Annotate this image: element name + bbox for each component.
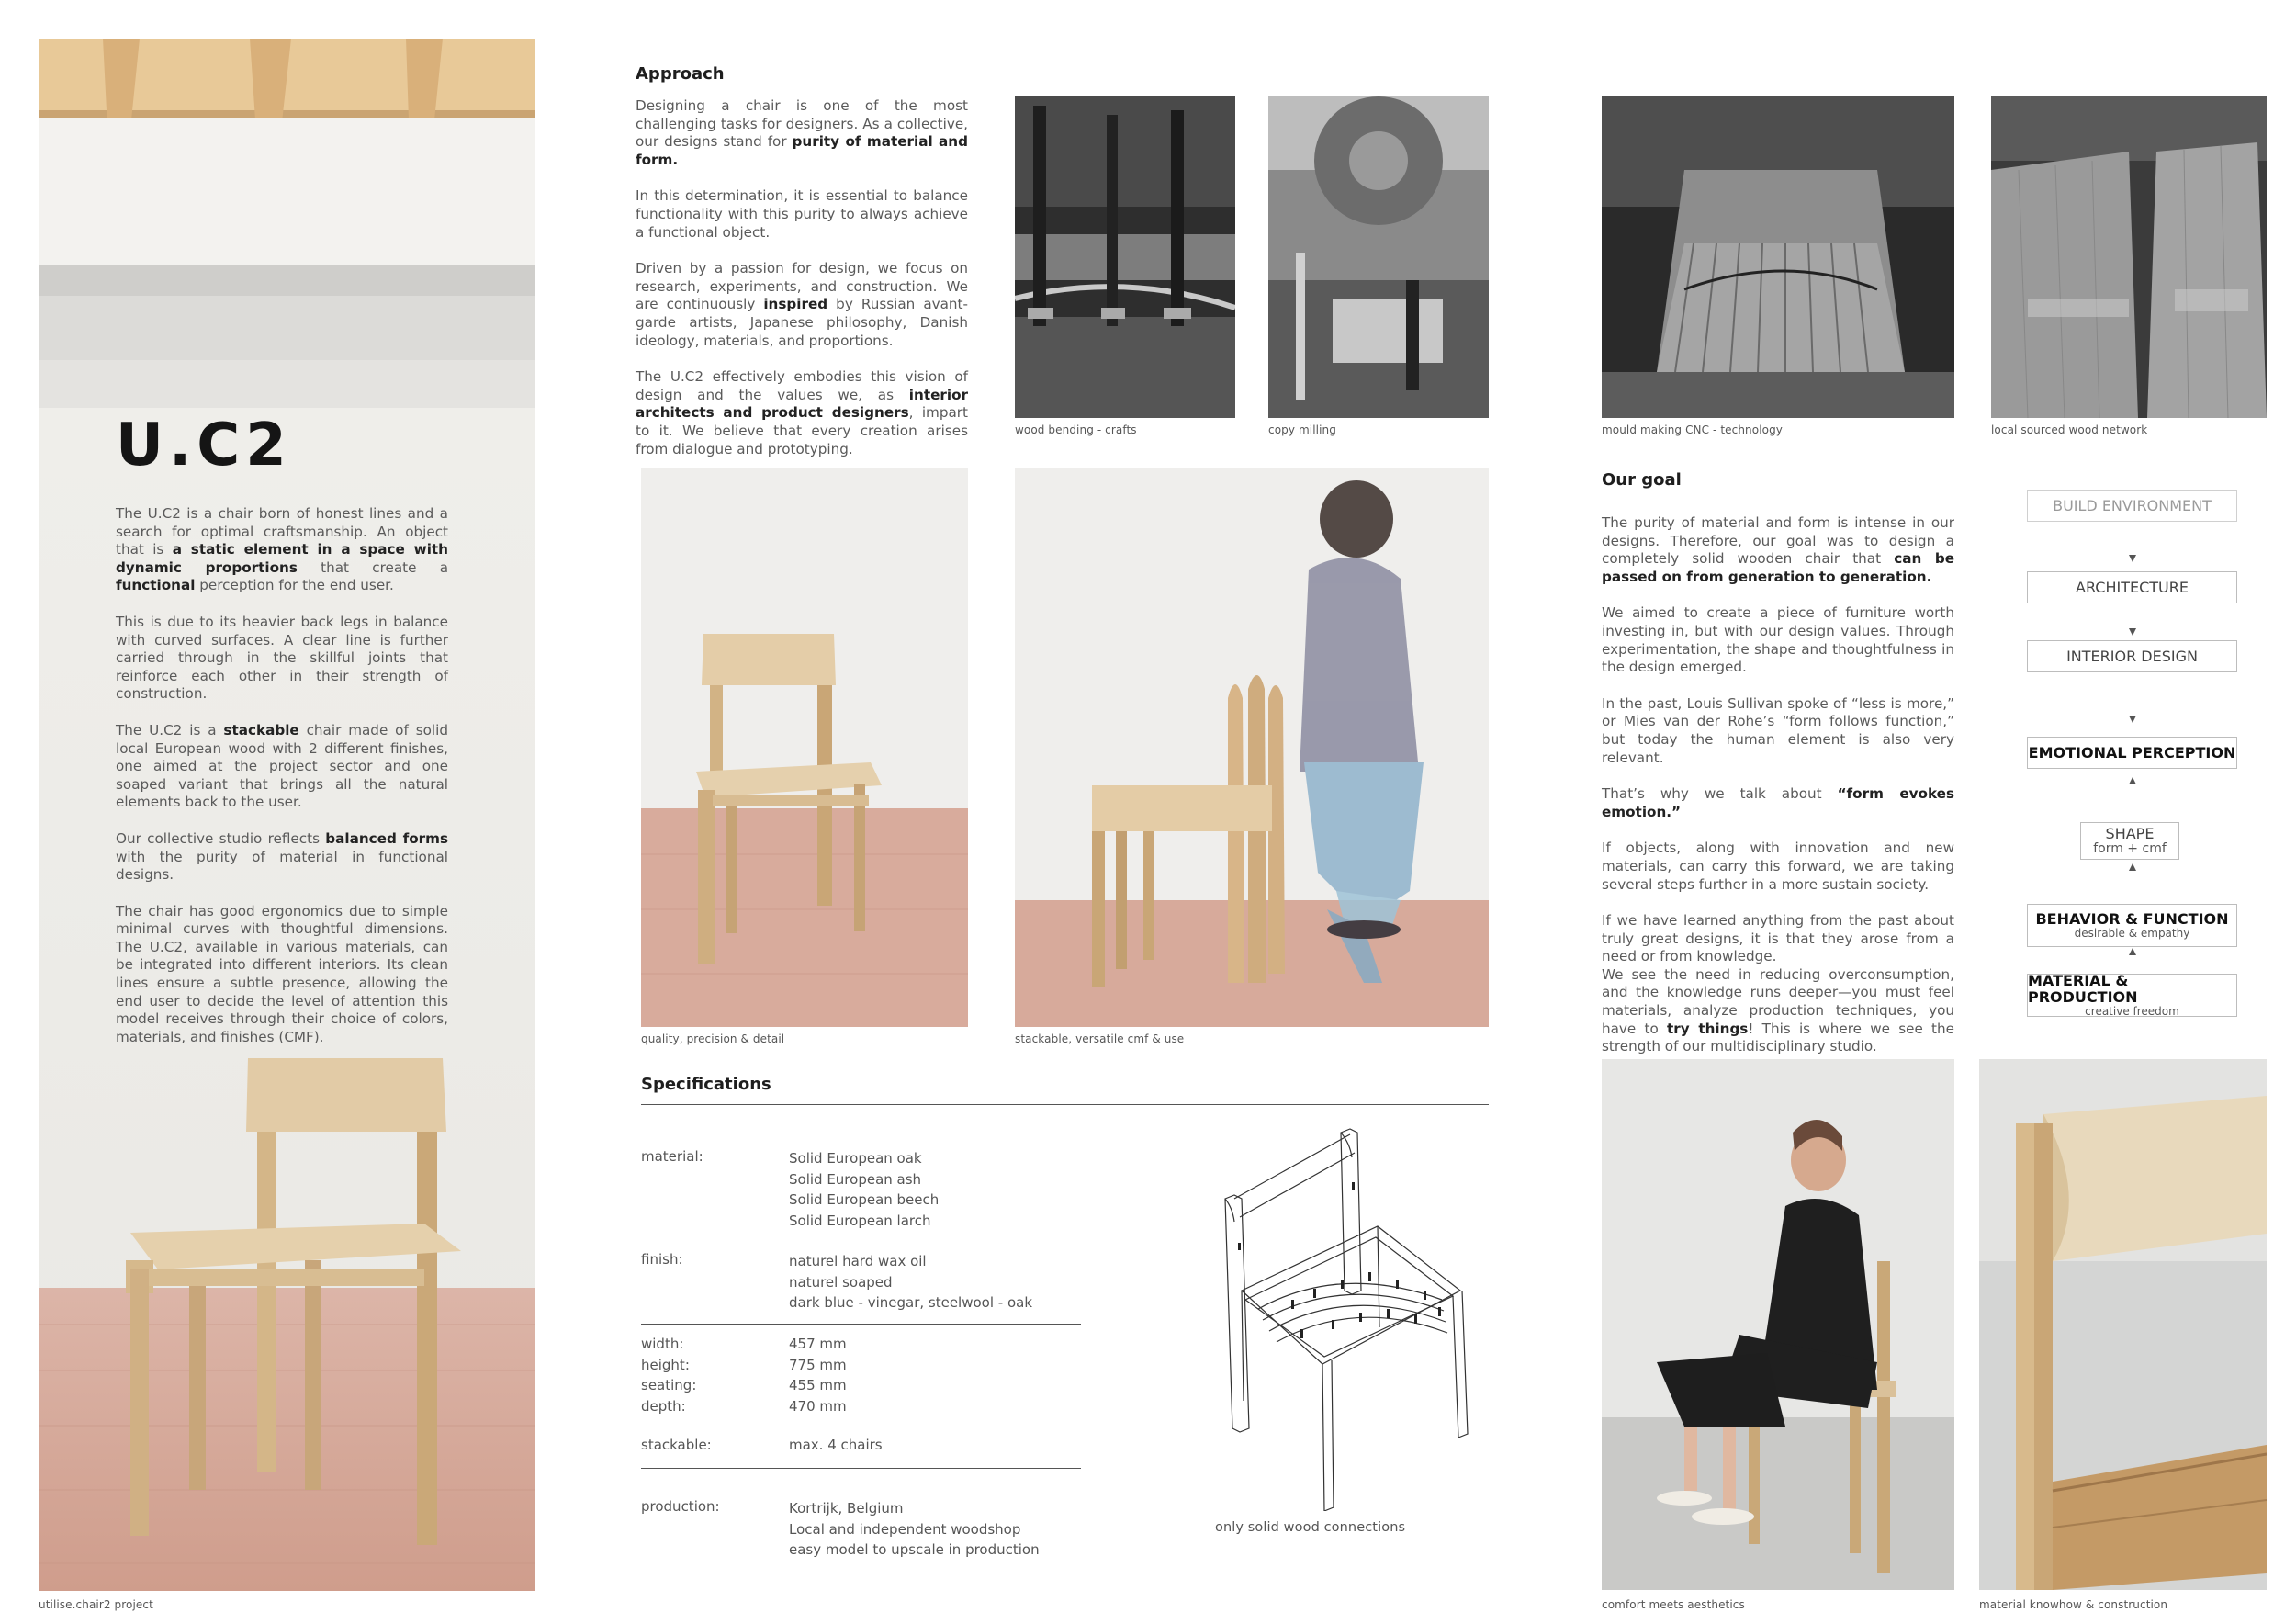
spec-production-values — [789, 1498, 1040, 1561]
flow-build-environment: BUILD ENVIRONMENT — [2027, 490, 2237, 522]
spec-height-label: height: — [641, 1356, 690, 1373]
paragraph: This is due to its heavier back legs in balance with curved surfaces. A clear line is further carried through in the skillful joints that reinforce each other in their strength of construction. — [116, 613, 448, 703]
specifications-heading: Specifications — [641, 1075, 771, 1094]
photo-stackable — [1015, 468, 1489, 1027]
spec-material-2: Solid European ash — [789, 1170, 922, 1188]
spec-material-label: material: — [641, 1148, 703, 1165]
paragraph: The chair has good ergonomics due to simple minimal curves with thoughtful dimensions. The U.C2, available in various materials, can be integrated into different interiors. Its clean lines ensure a subtle presence, allowing the end user to decide the level of attention this model receives through their choice of colors, materials, and finishes (CMF). — [116, 902, 448, 1045]
flow-material-sub: creative freedom — [2085, 1005, 2179, 1018]
spec-seating-value: 455 mm — [789, 1377, 847, 1393]
goal-text — [1602, 514, 1954, 1075]
spec-production-2: Local and independent woodshop — [789, 1520, 1021, 1538]
spec-dim-values — [789, 1334, 847, 1416]
spec-stackable-label: stackable: — [641, 1437, 712, 1453]
paragraph: That’s why we talk about “form evokes emotion.” — [1602, 785, 1954, 820]
spec-stackable-value: max. 4 chairs — [789, 1437, 883, 1453]
caption-material: material knowhow & construction — [1979, 1598, 2168, 1611]
product-title: U.C2 — [116, 412, 292, 479]
spec-production-3: easy model to upscale in production — [789, 1541, 1040, 1558]
spec-rule-top — [641, 1104, 1489, 1105]
flow-material-production — [2027, 974, 2237, 1017]
paragraph: In the past, Louis Sullivan spoke of “less is more,” or Mies van der Rohe’s “form follows function,” but today the human element is also very relevant. — [1602, 694, 1954, 766]
caption-wood-bending: wood bending - crafts — [1015, 423, 1137, 436]
spec-rule-bottom — [641, 1468, 1081, 1469]
caption-local-wood: local sourced wood network — [1991, 423, 2148, 436]
flow-emotional-perception: EMOTIONAL PERCEPTION — [2027, 737, 2237, 769]
caption-quality: quality, precision & detail — [641, 1032, 785, 1045]
paragraph: The U.C2 is a stackable chair made of solid local European wood with 2 different finishes, one aimed at the project sector and one soaped variant that brings all the natural elements back to the user. — [116, 721, 448, 811]
flow-material-label: MATERIAL & PRODUCTION — [2028, 972, 2138, 1006]
paragraph: If we have learned anything from the past about truly great designs, it is that they arose from a need or from knowledge. We see the need in reducing overconsumption, and the knowledge runs deeper—you must feel materials, analyze production techniques, you have to try things! This is where we see the strength of our multidisciplinary studio. — [1602, 912, 1954, 1055]
flow-behavior-function — [2027, 904, 2237, 947]
caption-mould: mould making CNC - technology — [1602, 423, 1783, 436]
spec-finish-3: dark blue - vinegar, steelwool - oak — [789, 1294, 1033, 1311]
technical-drawing — [1212, 1125, 1488, 1511]
spec-width-value: 457 mm — [789, 1336, 847, 1352]
paragraph: The U.C2 effectively embodies this vision of design and the values we, as interior architects and product designers, impart to it. We believe that every creation arises from dialogue and prototyping. — [636, 368, 968, 457]
photo-copy-milling — [1268, 96, 1489, 418]
spec-dim-labels — [641, 1334, 696, 1416]
paragraph: If objects, along with innovation and new materials, can carry this forward, we are taking several steps further in a more sustain society. — [1602, 840, 1954, 893]
photo-comfort — [1602, 1059, 1954, 1590]
project-caption: utilise.chair2 project — [39, 1598, 153, 1611]
spec-width-label: width: — [641, 1336, 684, 1352]
spec-production-label: production: — [641, 1498, 720, 1515]
spec-production-1: Kortrijk, Belgium — [789, 1500, 904, 1517]
goal-heading: Our goal — [1602, 470, 1682, 490]
approach-text — [636, 97, 968, 477]
spec-rule-mid — [641, 1324, 1081, 1325]
caption-drawing: only solid wood connections — [1215, 1520, 1406, 1535]
photo-local-wood — [1991, 96, 2267, 418]
photo-quality — [641, 468, 968, 1027]
approach-heading: Approach — [636, 64, 725, 84]
spec-material-values — [789, 1148, 939, 1231]
flow-shape-label: SHAPE — [2105, 825, 2155, 842]
spec-finish-1: naturel hard wax oil — [789, 1253, 927, 1269]
photo-material — [1979, 1059, 2267, 1590]
paragraph: Designing a chair is one of the most challenging tasks for designers. As a collective, our designs stand for purity of material and form. — [636, 97, 968, 168]
spec-depth-label: depth: — [641, 1397, 686, 1415]
spec-material-3: Solid European beech — [789, 1191, 940, 1208]
paragraph: In this determination, it is essential to balance functionality with this purity to always achieve a functional object. — [636, 187, 968, 241]
caption-comfort: comfort meets aesthetics — [1602, 1598, 1745, 1611]
flow-behavior-label: BEHAVIOR & FUNCTION — [2035, 910, 2229, 928]
flow-behavior-sub: desirable & empathy — [2074, 927, 2190, 940]
paragraph: Driven by a passion for design, we focus on research, experiments, and construction. We are continuously inspired by Russian avant-garde artists, Japanese philosophy, Danish ideology, materials, and proportions. — [636, 260, 968, 349]
spec-material-1: Solid European oak — [789, 1150, 922, 1167]
photo-wood-bending — [1015, 96, 1235, 418]
paragraph: Our collective studio reflects balanced forms with the purity of material in functional designs. — [116, 829, 448, 884]
paragraph: The purity of material and form is intense in our designs. Therefore, our goal was to design a completely solid wooden chair that can be passed on from generation to generation. — [1602, 514, 1954, 585]
flow-shape-sub: form + cmf — [2093, 841, 2167, 856]
paragraph: We aimed to create a piece of furniture worth investing in, but with our design values. Through experimentation, the shape and thoughtfulness in the design emerged. — [1602, 604, 1954, 676]
flow-shape — [2080, 822, 2179, 860]
spec-finish-2: naturel soaped — [789, 1273, 893, 1291]
intro-text — [116, 505, 448, 1065]
spec-height-value: 775 mm — [789, 1356, 847, 1373]
spec-depth-value: 470 mm — [789, 1397, 847, 1415]
spec-finish-label: finish: — [641, 1251, 683, 1268]
paragraph: The U.C2 is a chair born of honest lines and a search for optimal craftsmanship. An object that is a static element in a space with dynamic proportions that create a functional perception for the end user. — [116, 505, 449, 594]
caption-copy-milling: copy milling — [1268, 423, 1336, 436]
photo-mould — [1602, 96, 1954, 418]
spec-seating-label: seating: — [641, 1377, 697, 1393]
flow-interior-design: INTERIOR DESIGN — [2027, 640, 2237, 672]
spec-material-4: Solid European larch — [789, 1212, 931, 1229]
spec-finish-values — [789, 1251, 1032, 1314]
flow-architecture: ARCHITECTURE — [2027, 571, 2237, 603]
caption-stackable: stackable, versatile cmf & use — [1015, 1032, 1185, 1045]
